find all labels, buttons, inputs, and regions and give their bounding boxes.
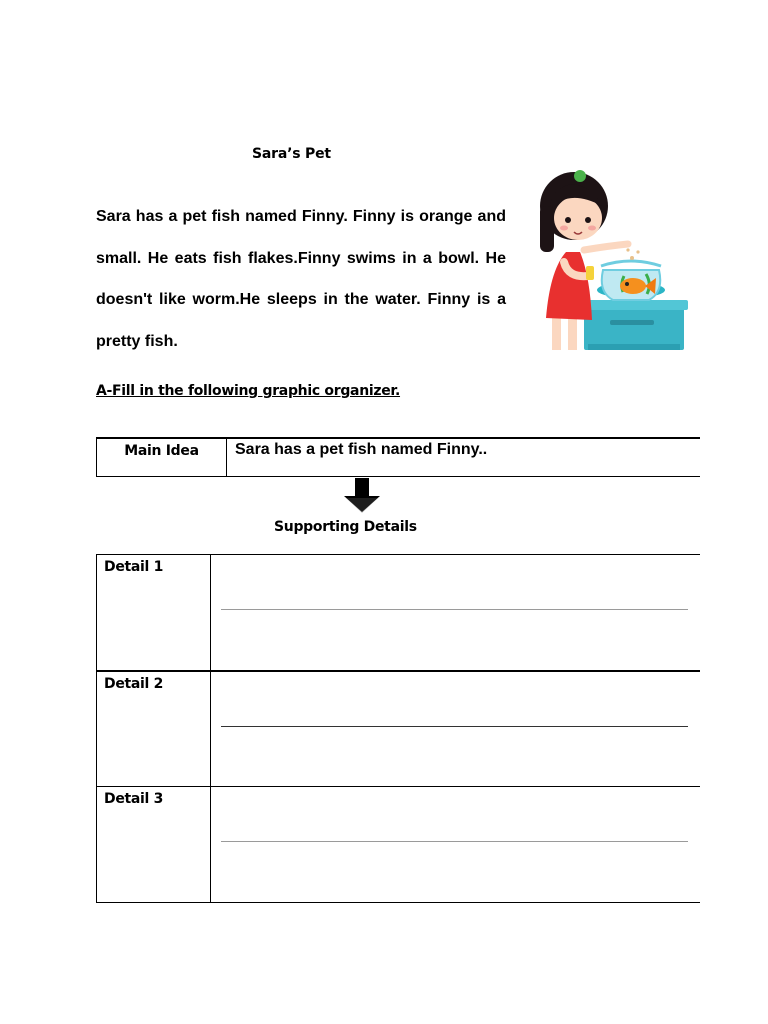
main-idea-label: Main Idea [97, 439, 227, 476]
detail-label: Detail 3 [104, 791, 164, 807]
supporting-details-table [96, 554, 700, 903]
answer-line[interactable] [221, 726, 688, 727]
detail-row [97, 555, 700, 671]
worksheet-title: Sara’s Pet [252, 146, 331, 162]
girl-with-fishbowl-illustration [528, 166, 706, 352]
supporting-details-heading: Supporting Details [274, 519, 417, 535]
instruction-heading: A-Fill in the following graphic organizer. [96, 383, 401, 399]
answer-line[interactable] [221, 609, 688, 610]
arrow-down-icon [342, 478, 382, 514]
detail-label: Detail 2 [104, 676, 164, 692]
detail-row [97, 786, 700, 903]
answer-line[interactable] [221, 841, 688, 842]
main-idea-table [96, 437, 700, 477]
detail-label: Detail 1 [104, 559, 164, 575]
story-paragraph: Sara has a pet fish named Finny. Finny is orange and small. He eats fish flakes.Finny swims in a bowl. He doesn't like worm.He sleeps in the water. Finny is a pretty fish. [96, 208, 506, 350]
detail-row [97, 670, 700, 788]
main-idea-value[interactable]: Sara has a pet fish named Finny.. [235, 441, 488, 458]
